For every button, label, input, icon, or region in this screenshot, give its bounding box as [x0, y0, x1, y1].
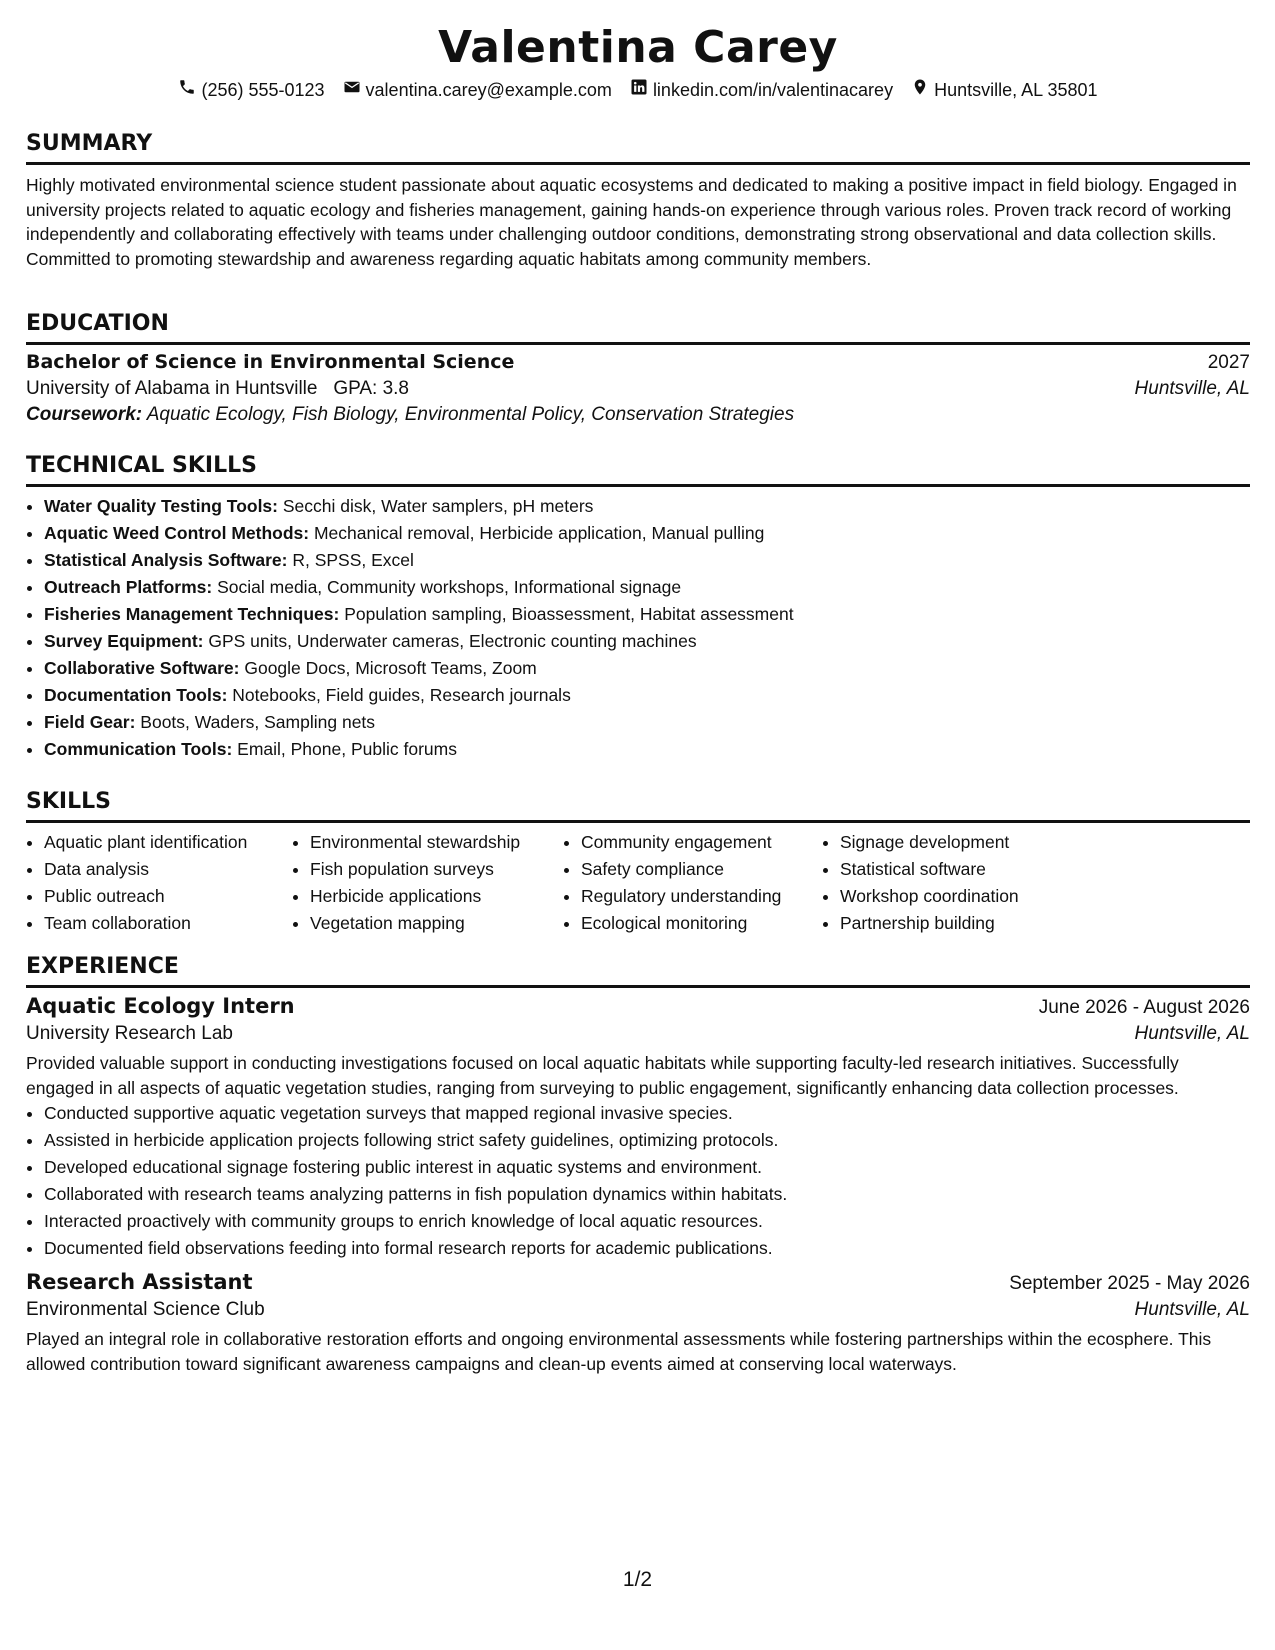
skill-value: Notebooks, Field guides, Research journals [232, 685, 571, 705]
section-divider [26, 342, 1250, 345]
list-item: • Herbicide applications [310, 883, 563, 910]
job-summary: Played an integral role in collaborative restoration efforts and ongoing environmental assessments while fostering partnerships within the ecosphere. This allowed contribution toward significant awareness campaigns and clean-up events aimed at conserving local waterways. [26, 1329, 1212, 1374]
resume-page [26, 0, 1250, 1374]
email-item[interactable] [343, 78, 612, 102]
job-entry [26, 994, 1250, 1262]
linkedin-item[interactable] [630, 78, 893, 102]
linkedin-link[interactable]: linkedin.com/in/valentinacarey [652, 80, 894, 100]
section-divider [26, 985, 1250, 988]
summary-title: SUMMARY [26, 131, 153, 156]
list-item: • Partnership building [840, 910, 1100, 937]
skills-column [563, 829, 822, 937]
technical-skills-title: TECHNICAL SKILLS [26, 453, 257, 478]
list-item: • Developed educational signage fostering public interest in aquatic systems and environment. [44, 1154, 1250, 1181]
list-item: • Vegetation mapping [310, 910, 563, 937]
school-location: Huntsville, AL [1134, 378, 1250, 399]
list-item: • Data analysis [44, 856, 292, 883]
section-divider [26, 820, 1250, 823]
skill-label: Communication Tools: [44, 739, 233, 759]
coursework-line [26, 404, 1250, 426]
degree: Bachelor of Science in Environmental Science [26, 351, 515, 373]
list-item: • Signage development [840, 829, 1100, 856]
skills-title: SKILLS [26, 789, 111, 814]
job-title: Research Assistant [26, 1270, 253, 1294]
technical-skills-section [26, 452, 1250, 763]
list-item [44, 493, 1250, 520]
list-item [44, 628, 1250, 655]
skill-label: Survey Equipment: [44, 631, 204, 651]
list-item: • Interacted proactively with community groups to enrich knowledge of local aquatic resources. [44, 1208, 1250, 1235]
job-title: Aquatic Ecology Intern [26, 994, 295, 1018]
section-divider [26, 484, 1250, 487]
summary-section [26, 130, 1250, 271]
skill-value: R, SPSS, Excel [292, 550, 414, 570]
technical-skills-list [26, 493, 1250, 763]
list-item [44, 574, 1250, 601]
skill-label: Water Quality Testing Tools: [44, 496, 278, 516]
skills-column [822, 829, 1100, 937]
skill-value: Social media, Community workshops, Informational signage [217, 577, 682, 597]
list-item: • Aquatic plant identification [44, 829, 292, 856]
email-link[interactable]: valentina.carey@example.com [365, 80, 612, 100]
contact-bar [26, 78, 1250, 102]
phone-icon [178, 78, 196, 102]
skill-value: Population sampling, Bioassessment, Habitat assessment [344, 604, 794, 624]
skill-label: Collaborative Software: [44, 658, 240, 678]
name-heading: Valentina Carey [438, 22, 838, 73]
list-item: • Team collaboration [44, 910, 292, 937]
skills-column [26, 829, 292, 937]
skill-label: Documentation Tools: [44, 685, 228, 705]
phone-item [178, 78, 324, 102]
skill-label: Fisheries Management Techniques: [44, 604, 340, 624]
list-item: • Regulatory understanding [581, 883, 822, 910]
skill-value: Mechanical removal, Herbicide application, Manual pulling [313, 523, 765, 543]
job-bullets [26, 1100, 1250, 1262]
skill-label: Statistical Analysis Software: [44, 550, 288, 570]
job-dates: September 2025 - May 2026 [1009, 1273, 1250, 1294]
location-text: Huntsville, AL 35801 [934, 80, 1098, 100]
skill-label: Outreach Platforms: [44, 577, 213, 597]
school-name: University of Alabama in Huntsville [26, 378, 318, 399]
list-item [44, 547, 1250, 574]
section-divider [26, 162, 1250, 165]
list-item: • Safety compliance [581, 856, 822, 883]
job-entry [26, 1270, 1250, 1376]
experience-section [26, 953, 1250, 1376]
skill-value: Google Docs, Microsoft Teams, Zoom [244, 658, 537, 678]
list-item: • Environmental stewardship [310, 829, 563, 856]
list-item [44, 736, 1250, 763]
skills-section [26, 788, 1250, 937]
list-item [44, 520, 1250, 547]
list-item: • Community engagement [581, 829, 822, 856]
skill-label: Field Gear: [44, 712, 136, 732]
skill-value: Secchi disk, Water samplers, pH meters [282, 496, 594, 516]
job-dates: June 2026 - August 2026 [1038, 997, 1250, 1018]
list-item [44, 709, 1250, 736]
education-section [26, 310, 1250, 426]
list-item: • Workshop coordination [840, 883, 1100, 910]
page-number: 1/2 [622, 1568, 653, 1591]
job-summary: Provided valuable support in conducting investigations focused on local aquatic habitats while supporting faculty-led research initiatives. Successfully engaged in all aspects of aquatic vegetation studies, ranging from surveying to public engagement, significantly enhancing data collection processes. [26, 1053, 1179, 1098]
list-item: • Public outreach [44, 883, 292, 910]
coursework-label: Coursework: [26, 404, 143, 425]
list-item: • Statistical software [840, 856, 1100, 883]
job-org: University Research Lab [26, 1023, 233, 1044]
job-org: Environmental Science Club [26, 1299, 265, 1320]
education-title: EDUCATION [26, 311, 169, 336]
list-item: • Ecological monitoring [581, 910, 822, 937]
map-pin-icon [911, 78, 929, 102]
list-item: • Fish population surveys [310, 856, 563, 883]
list-item: • Documented field observations feeding into formal research reports for academic publications. [44, 1235, 1250, 1262]
job-location: Huntsville, AL [1134, 1023, 1250, 1044]
list-item [44, 601, 1250, 628]
list-item: • Collaborated with research teams analyzing patterns in fish population dynamics within habitats. [44, 1181, 1250, 1208]
phone-text: (256) 555-0123 [201, 80, 325, 100]
skill-value: GPS units, Underwater cameras, Electronic counting machines [208, 631, 697, 651]
skills-column [292, 829, 563, 937]
graduation-year: 2027 [1207, 352, 1250, 373]
list-item: • Conducted supportive aquatic vegetation surveys that mapped regional invasive species. [44, 1100, 1250, 1127]
skill-value: Email, Phone, Public forums [237, 739, 457, 759]
list-item [44, 682, 1250, 709]
skills-grid [26, 829, 1250, 937]
summary-text: Highly motivated environmental science student passionate about aquatic ecosystems and dedicated to making a positive impact in field biology. Engaged in university projects related to aquatic ecology and fisheries management, gaining hands-on experience through various roles. Proven track record of working independently and collaborating effectively with teams under challenging outdoor conditions, demonstrating strong observational and data collection skills. Committed to promoting stewardship and awareness regarding aquatic habitats among community members. [26, 175, 1237, 269]
linkedin-icon [630, 78, 648, 102]
list-item [44, 655, 1250, 682]
school-line [26, 378, 409, 400]
list-item: • Assisted in herbicide application projects following strict safety guidelines, optimizing protocols. [44, 1127, 1250, 1154]
coursework-list: Aquatic Ecology, Fish Biology, Environmental Policy, Conservation Strategies [146, 404, 795, 425]
skill-label: Aquatic Weed Control Methods: [44, 523, 310, 543]
job-location: Huntsville, AL [1134, 1299, 1250, 1320]
skill-value: Boots, Waders, Sampling nets [140, 712, 376, 732]
gpa: GPA: 3.8 [333, 378, 409, 399]
envelope-icon [343, 78, 361, 102]
experience-title: EXPERIENCE [26, 954, 179, 979]
location-item [911, 78, 1097, 102]
